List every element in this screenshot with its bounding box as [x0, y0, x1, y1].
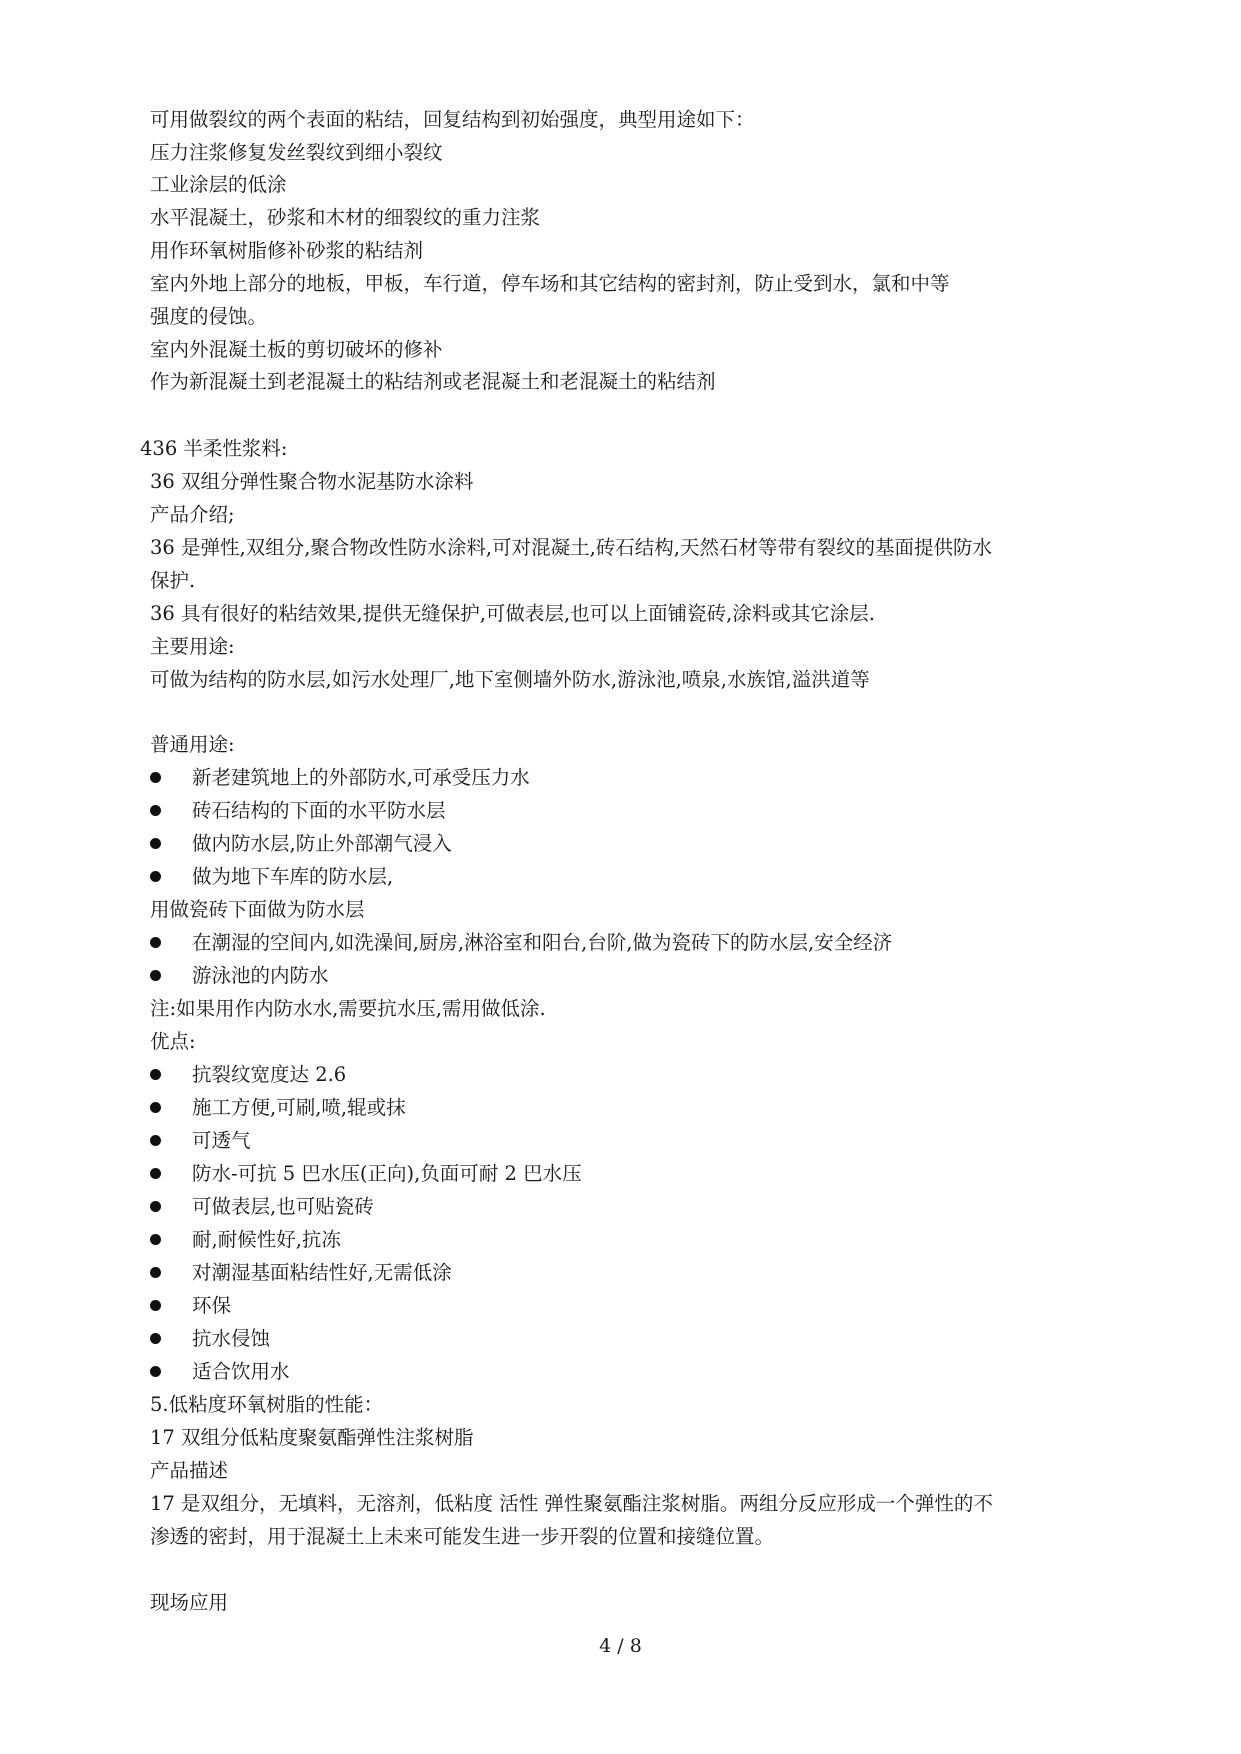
text-line: 注:如果用作内防水水,需要抗水压,需用做低涂. [150, 997, 546, 1020]
section-heading: 436 半柔性浆料: [140, 437, 288, 460]
text-line: 产品描述 [150, 1459, 229, 1482]
text-line: 可做为结构的防水层,如污水处理厂,地下室侧墙外防水,游泳池,喷泉,水族馆,溢洪道等 [150, 668, 870, 691]
text-line: 工业涂层的低涂 [150, 173, 287, 196]
bullet-icon [150, 1267, 161, 1278]
bullet-icon [150, 1333, 161, 1344]
text-line: 室内外混凝土板的剪切破坏的修补 [150, 338, 443, 361]
bullet-icon [150, 1069, 161, 1080]
bullet-icon [150, 1300, 161, 1311]
bullet-icon [150, 1102, 161, 1113]
bullet-icon [150, 1366, 161, 1377]
bullet-icon [150, 937, 161, 948]
text-line: 用作环氧树脂修补砂浆的粘结剂 [150, 239, 424, 262]
text-line: 普通用途: [150, 733, 235, 756]
bullet-icon [150, 838, 161, 849]
text-line: 17 是双组分，无填料，无溶剂，低粘度 活性 弹性聚氨酯注浆树脂。两组分反应形成一个弹性的不 [150, 1492, 993, 1515]
text-line: 现场应用 [150, 1591, 229, 1614]
text-line: 用做瓷砖下面做为防水层 [150, 898, 365, 921]
text-line: 优点: [150, 1030, 196, 1053]
text-line: 主要用途: [150, 635, 235, 658]
text-line: 可用做裂纹的两个表面的粘结，回复结构到初始强度，典型用途如下： [150, 108, 755, 131]
text-line: 压力注浆修复发丝裂纹到细小裂纹 [150, 141, 443, 164]
text-line: 水平混凝土，砂浆和木材的细裂纹的重力注浆 [150, 206, 541, 229]
bullet-icon [150, 805, 161, 816]
bullet-icon [150, 871, 161, 882]
text-line: 渗透的密封，用于混凝土上未来可能发生进一步开裂的位置和接缝位置。 [150, 1525, 775, 1548]
text-line: 保护. [150, 569, 196, 592]
bullet-icon [150, 1135, 161, 1146]
text-line: 作为新混凝土到老混凝土的粘结剂或老混凝土和老混凝土的粘结剂 [150, 370, 716, 393]
text-line: 室内外地上部分的地板，甲板，车行道，停车场和其它结构的密封剂，防止受到水，氯和中等 [150, 272, 950, 295]
document-page: 可用做裂纹的两个表面的粘结，回复结构到初始强度，典型用途如下： 压力注浆修复发丝裂纹到细小裂纹 工业涂层的低涂 水平混凝土，砂浆和木材的细裂纹的重力注浆 用作环氧树脂修补砂浆的粘结剂 室内外地上部分的地板，甲板，车行道，停车场和其它结构的密封剂，防止受到水，氯和中等 强度的侵蚀。 室内外混凝土板的剪切破坏的修补 作为新混凝土到老混凝土的粘结剂或老混凝土和老混凝土的粘结剂 436 半柔性浆料: 36 双组分弹性聚合物水泥基防水涂料 产品介绍; 36 是弹性,双组分,聚合物改性防水涂料,可对混凝土,砖石结构,天然石材等带有裂纹的基面提供防水 保护. 36 具有很好的粘结效果,提供无缝保护,可做表层,也可以上面铺瓷砖,涂料或其它涂层. 主要用途: 可做为结构的防水层,如污水处理厂,地下室侧墙外防水,游泳池,喷泉,水族馆,溢洪道等 普通用途: 新老建筑地上的外部防水,可承受压力水 砖石结构的下面的水平防水层 做内防水层,防止外部潮气浸入 做为地下车库的防水层, 用做瓷砖下面做为防水层 在潮湿的空间内,如洗澡间,厨房,淋浴室和阳台,台阶,做为瓷砖下的防水层,安全经济 游泳池的内防水 注:如果用作内防水水,需要抗水压,需用做低涂. 优点: 抗裂纹宽度达 2.6 施工方便,可刷,喷,辊或抹 可透气 防水-可抗 5 巴水压(正向),负面可耐 2 巴水压 可做表层,也可贴瓷砖 耐,耐候性好,抗冻 对潮湿基面粘结性好,无需低涂 环保 抗水侵蚀 适合饮用水 5.低粘度环氧树脂的性能： 17 双组分低粘度聚氨酯弹性注浆树脂 产品描述 17 是双组分，无填料，无溶剂，低粘度 活性 弹性聚氨酯注浆树脂。两组分反应形成一个弹性的不 渗透的密封，用于混凝土上未来可能发生进一步开裂的位置和接缝位置。 现场应用 4 / 8 [0, 0, 1241, 1754]
text-line: 产品介绍; [150, 503, 235, 526]
bullet-icon [150, 1234, 161, 1245]
text-line: 36 是弹性,双组分,聚合物改性防水涂料,可对混凝土,砖石结构,天然石材等带有裂纹的基面提供防水 [150, 536, 993, 559]
product-title: 17 双组分低粘度聚氨酯弹性注浆树脂 [150, 1426, 474, 1449]
text-line: 36 具有很好的粘结效果,提供无缝保护,可做表层,也可以上面铺瓷砖,涂料或其它涂层. [150, 602, 876, 625]
bullet-icon [150, 970, 161, 981]
page-indicator: 4 / 8 [599, 1635, 642, 1657]
section-heading: 5.低粘度环氧树脂的性能： [150, 1393, 384, 1416]
bullet-icon [150, 1168, 161, 1179]
text-line: 强度的侵蚀。 [150, 305, 268, 328]
bullet-icon [150, 772, 161, 783]
product-title: 36 双组分弹性聚合物水泥基防水涂料 [150, 470, 474, 493]
bullet-icon [150, 1201, 161, 1212]
